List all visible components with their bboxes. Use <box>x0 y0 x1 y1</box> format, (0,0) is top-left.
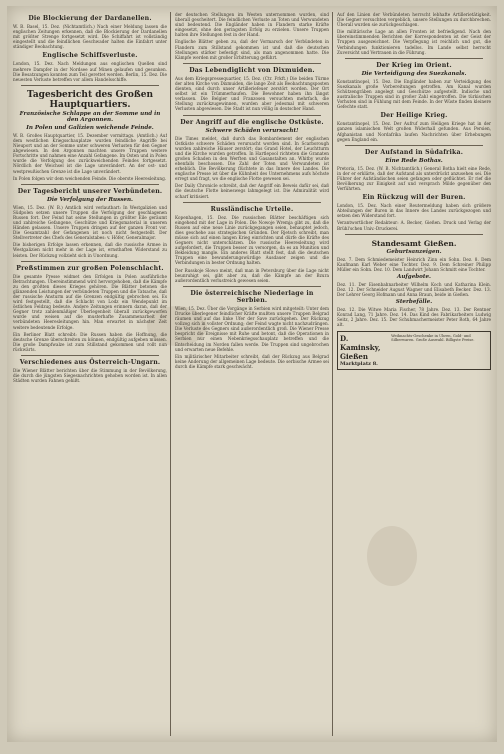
article-text: Der Russkoje Slowo meint, daß man in Petersburg über die Lage nicht beunruhigt sei, gibt aber zu, daß die Kämpfe an der Bzura außerordentlich verlustreich gewesen seien. <box>175 267 329 283</box>
headline: Der Tagesbericht unserer Verbündeten. <box>17 187 163 195</box>
article-text: Die Wiener Blätter berichten über die Stimmung in der Bevölkerung, die durch die jüngsten Siegesnachrichten gehoben worden ist. In allen Städten wurden Fahnen gehißt. <box>13 368 167 384</box>
article-text: Konstantinopel, 15. Dez. Die Engländer haben zur Verteidigung des Suezkanals große Vorbereitungen getroffen. Am Kanal wurden Schützengräben angelegt und Geschütze aufgestellt. Indische und australische Truppen sind in großer Zahl eingetroffen. Die türkischen Vorhuten sind in Fühlung mit dem Feinde. In der Wüste finden kleinere Gefechte statt. <box>337 78 491 110</box>
newspaper-page <box>7 6 497 742</box>
article-text: Die Times meldet, daß durch das Bombardement der englischen Ostküste schwere Schäden verursacht worden sind. In Scarborough wurden zahlreiche Häuser zerstört; das Grand Hotel, der Leuchtturm und die Kirche wurden getroffen. In Hartlepool richteten die Granaten großen Schaden in den Werften und Gasanstalten an. Whitby wurde ebenfalls beschossen. Die Zahl der Toten und Verwundeten ist erheblich. Die Bevölkerung flüchtete in das Innere des Landes. Die englische Presse ist über die Kühnheit des Unternehmens aufs höchste erregt und fragt, wo die englische Flotte gewesen sei. <box>175 135 329 182</box>
subheadline: Geburtsanzeigen. <box>386 248 442 255</box>
article-text: Dez. 11. Der Eisenbahnarbeiter Wilhelm Koch und Katharina Klein. Dez. 12. Der Schneider August Wagner und Elisabeth Becker. Dez. 13. Der Lehrer Georg Hofmann und Anna Braun, beide in Gießen. <box>337 281 491 298</box>
subheadline: Französische Schlappe an der Somme und in den Argonnen. <box>19 110 161 123</box>
subheadline: In Polen und Galizien weichende Feinde. <box>26 124 154 131</box>
divider <box>183 115 321 116</box>
subheadline: Eine Rede Bothas. <box>385 157 443 164</box>
article-text: Dez. 7. Dem Schmiedemeister Heinrich Zinn ein Sohn. Dez. 8. Dem Kaufmann Karl Weber eine Tochter. Dez. 9. Dem Schreiner Philipp Müller ein Sohn. Dez. 10. Dem Landwirt Johann Schmitt eine Tochter. <box>337 256 491 272</box>
column-2 <box>175 12 329 736</box>
article-text: Pretoria, 15. Dez. (W. B. Nichtamtlich.) General Botha hielt eine Rede, in der er erklärte, daß der Aufstand als unterdrückt anzusehen sei. Die Führer der Aufständischen seien gefangen oder geflüchtet. Er rief die Bevölkerung zur Einigkeit auf und versprach Milde gegenüber den Verführten. <box>337 165 491 192</box>
article-text: Kopenhagen, 15. Dez. Die russischen Blätter beschäftigen sich eingehend mit der Lage in Polen. Die Nowoje Wremja gibt zu, daß die Russen auf eine neue Linie zurückgegangen seien, behauptet jedoch, dies geschehe aus strategischen Gründen. Der Rjetsch schreibt, man müsse sich auf einen langen Krieg einrichten und dürfe die Kräfte des Gegners nicht unterschätzen. Die russische Heeresleitung wird aufgefordert, die Truppen besser zu versorgen, da es an Munition und Bekleidung mangle. Ein anderes Blatt stellt fest, daß die deutschen Truppen eine bewunderungswürdige Ausdauer zeigen und die Verbindungen in bester Ordnung halten. <box>175 214 329 266</box>
headline: Der Angriff auf die englische Ostküste. <box>180 118 324 126</box>
article-text: Auf den Linien der Verbündeten herrscht lebhafte Artillerietätigkeit. Die Gegner versuchten vergeblich, unsere Stellungen zu durchbrechen. Überall wurden sie zurückgeschlagen. <box>337 12 491 28</box>
headline: Verschiedenes aus Österreich-Ungarn. <box>19 359 161 367</box>
ad-address: Marktplatz 8. <box>340 360 378 367</box>
subheadline: Die Verteidigung des Suezkanals. <box>361 70 467 77</box>
article-text: Die militärische Lage an allen Fronten ist befriedigend. Nach den übereinstimmenden Berichten der Korrespondenten ist der Geist der Truppen ausgezeichnet. Die Verpflegung ist reichlich und gut, die Verbindungen funktionieren tadellos. Im Lande selbst herrscht Zuversicht und Vertrauen in die Führung. <box>337 29 491 55</box>
ad-text: Weihnachts-Geschenke in Uhren, Gold- und Silberwaren. Große Auswahl. Billigste Preise. <box>391 333 475 342</box>
headline: Das Lebendiglicht von Dixmuiden. <box>189 66 315 74</box>
divider <box>21 261 159 262</box>
divider <box>345 145 483 146</box>
article-text: der deutschen Stellungen im Westen unternommen wurden, sind überall gescheitert. Die feindlichen Verluste an Toten und Verwundeten sind bedeutend. Die Engländer haben in Flandern starke Kräfte eingesetzt, ohne den geringsten Erfolg zu erzielen. Unsere Truppen halten ihre Stellungen fest in der Hand. <box>175 12 329 38</box>
article-text: Der Daily Chronicle schreibt, daß der Angriff ein Beweis dafür sei, daß die deutsche Flotte keineswegs lahmgelegt ist. Die Admiralität wird scharf kritisiert. <box>175 183 329 199</box>
article-text: W. B. Großes Hauptquartier, 15. Dezember vormittags. (Amtlich.) Auf dem westlichen Kriegsschauplatze wurden feindliche Angriffe bei Nieuport und an der Somme unter schweren Verlusten für den Gegner abgewiesen. In den Argonnen machten unsere Truppen weitere Fortschritte und nahmen eine Anzahl Gefangene. Im Osten und in Polen wurde die Verfolgung des zurückweichenden Feindes fortgesetzt. Nördlich der Weichsel ist die Lage unverändert. An der ost- und westpreußischen Grenze ist die Lage unverändert. <box>13 132 167 174</box>
article-text: In Polen folgen wir dem weichenden Feinde. Die oberste Heeresleitung. <box>13 175 167 181</box>
column-1 <box>13 12 167 736</box>
headline: Der Aufstand in Südafrika. <box>364 148 464 156</box>
divider <box>21 355 159 356</box>
divider <box>21 85 159 86</box>
page-title: Tagesbericht des Großen Hauptquartiers. <box>26 89 153 110</box>
article-text: Verantwortlicher Redakteur: A. Becker, Gießen. Druck und Verlag der Brühl'schen Univ.-Druckerei. <box>337 220 491 231</box>
headline: Englische Schiffsverluste. <box>42 52 138 60</box>
column-rule <box>332 12 333 736</box>
section-title: Standesamt Gießen. <box>371 238 457 248</box>
headline: Preßstimmen zur großen Polenschlacht. <box>16 264 164 272</box>
headline: Russländische Urteile. <box>210 205 294 213</box>
article-text: Wien, 15. Dez. (W. B.) Amtlich wird verlautbart: In Westgalizien und Südpolen setzen unsere Truppen die Verfolgung der geschlagenen Russen fort. Der Feind hat seine Stellungen in größter Eile geräumt und zahlreiche Gefangene, Geschütze und Kriegsmaterial in unseren Händen gelassen. Unsere Truppen dringen auf der ganzen Front vor. Die Gesamtzahl der Gefangenen ist noch nicht festgestellt. Der Stellvertreter des Chefs des Generalstabes: v. Höfer, Generalmajor. <box>13 204 167 241</box>
subheadline: Sterbefälle. <box>395 299 433 306</box>
headline: Der Krieg im Orient. <box>376 61 452 69</box>
article-text: Wien, 15. Dez. Über die Vorgänge in Serbien wird mitgeteilt: Unter dem Drucke überlegener feindlicher Kräfte mußten unsere Truppen Belgrad räumen und auf das linke Ufer der Save zurückgehen. Der Rückzug vollzog sich in vollster Ordnung; der Feind wagte nicht nachzudrängen. Die Verluste des Gegners sind außerordentlich groß. Die Wiener Presse bespricht die Ereignisse mit Ruhe und betont, daß die Operationen in Serbien nur einen Nebenkriegsschauplatz betreffen und die Entscheidung im Norden fallen werde. Die Truppen sind ungebrochen und erwarten neue Befehle. <box>175 305 329 352</box>
column-3 <box>337 12 491 736</box>
article-text: Ein Berliner Blatt schreibt: Die Russen haben die Hoffnung, die deutsche Grenze überschreiten zu können, endgültig aufgeben müssen. Die große Dampfwalze ist zum Stillstand gekommen und rollt nun rückwärts. <box>13 331 167 352</box>
article-text: Die bisherigen Erfolge lassen erkennen, daß die russische Armee in Westgalizien nicht mehr in der Lage ist, ernsthaften Widerstand zu leisten. Der Rückzug vollzieht sich in Unordnung. <box>13 242 167 258</box>
headline: Die österreichische Niederlage in Serbien. <box>190 289 314 304</box>
headline: Ein Rückzug will der Buren. <box>362 194 466 202</box>
article-text: London, 15. Dez. Nach einer Reutermeldung haben sich größere Abteilungen der Buren in das Innere des Landes zurückgezogen und setzen den Widerstand fort. <box>337 203 491 219</box>
subheadline: Die Verfolgung der Russen. <box>47 196 133 203</box>
advertisement <box>337 331 491 370</box>
subheadline: Aufgebote. <box>396 273 432 280</box>
subheadline: Schwere Schäden verursacht! <box>205 127 299 134</box>
article-text: Englische Blätter geben zu, daß der Vormarsch der Verbündeten in Flandern zum Stillstand gekommen ist und daß die deutschen Stellungen stärker befestigt sind, als man angenommen hatte. Die Kämpfe werden mit großer Erbitterung geführt. <box>175 39 329 60</box>
divider <box>183 202 321 203</box>
article-text: Die gesamte Presse widmet den Erfolgen in Polen ausführliche Betrachtungen. Übereinstimmend wird hervorgehoben, daß die Kämpfe zu den größten dieses Krieges gehören. Die Blätter betonen die glänzenden Leistungen der verbündeten Truppen und die Tatsache, daß der russische Ansturm auf die Grenzen endgültig gebrochen sei. Es wird festgestellt, daß die Schlacht von Lodz ein Wendepunkt im östlichen Feldzug bedeute. Andere Zeitungen erinnern daran, daß der Gegner trotz zahlenmäßiger Überlegenheit überall zurückgeworfen wurde und weisen auf die musterhafte Zusammenarbeit der verbündeten Heeresleitungen hin. Man erwartet in nächster Zeit weitere bedeutende Erfolge. <box>13 273 167 330</box>
article-text: Konstantinopel, 15. Dez. Der Aufruf zum Heiligen Kriege hat in der ganzen islamischen Welt großen Widerhall gefunden. Aus Persien, Afghanistan und Nordafrika laufen Nachrichten über Erhebungen gegen England ein. <box>337 121 491 142</box>
article-text: London, 15. Dez. Nach Meldungen aus englischen Quellen sind mehrere Dampfer in der Nordsee auf Minen gelaufen und gesunken. Die Besatzungen konnten zum Teil gerettet werden. Berlin, 15. Dez. Die neuesten Verluste betreffen vor allem Handelsschiffe. <box>13 61 167 82</box>
ad-company-name: D. Kaminsky, Gießen <box>340 333 381 361</box>
divider <box>183 63 321 64</box>
article-text: W. B. Basel, 15. Dez. (Nichtamtlich.) Nach einer Meldung lassen die englischen Zeitungen erkennen, daß die Blockierung der Dardanellen mit größter Strenge fortgesetzt wird. Die Schiffahrt ist vollständig eingestellt und die feindlichen Geschwader halten die Einfahrt unter ständiger Beobachtung. <box>13 24 167 50</box>
column-rule <box>170 12 171 736</box>
divider <box>345 234 483 235</box>
divider <box>345 58 483 59</box>
headline: Der Heilige Krieg. <box>380 112 448 120</box>
divider <box>183 286 321 287</box>
article-text: Dez. 12. Die Witwe Maria Fischer, 78 Jahre. Dez. 13. Der Rentner Konrad Lang, 71 Jahre. Dez. 14. Das Kind des Fabrikarbeiters Ludwig Seitz, 2 Jahre. Dez. 15. Der Schuhmachermeister Peter Roth, 64 Jahre alt. <box>337 307 491 328</box>
headline: Die Blockierung der Dardanellen. <box>28 15 152 22</box>
divider <box>21 184 159 185</box>
article-text: Aus dem Kriegspressequartier, 15. Dez. (Ctr. Frkft.) Die beiden Türme der alten Kirche von Dixmuiden, die lange Zeit als Beobachtungsposten dienten, sind durch unser Artilleriefeuer zerstört worden. Der Ort selbst ist ein Trümmerhaufen. Die Bewohner haben ihn längst verlassen. Die Belgier und Franzosen versuchten mehrfach, die Stellung zurückzugewinnen, wurden aber jedesmal mit schweren Verlusten abgewiesen. Die Stadt ist nun völlig in deutscher Hand. <box>175 75 329 112</box>
article-text: Ein militärischer Mitarbeiter schreibt, daß der Rückzug aus Belgrad keine Änderung der allgemeinen Lage bedeute. Die serbische Armee sei durch die Kämpfe stark geschwächt. <box>175 353 329 369</box>
